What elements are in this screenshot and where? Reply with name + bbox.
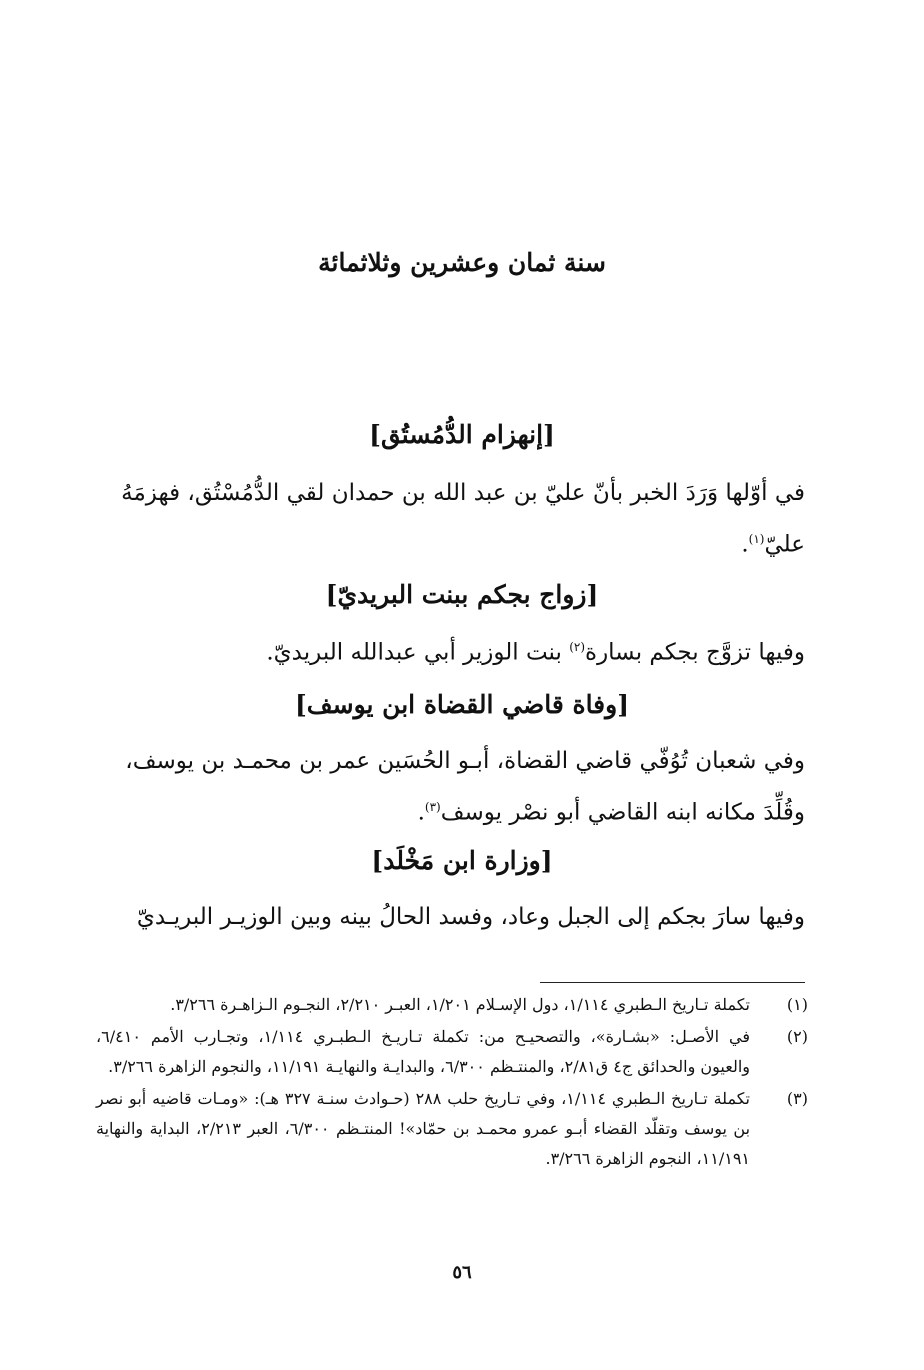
footnote-item (96, 1022, 808, 1082)
paragraph-text-end: . (741, 531, 749, 558)
paragraph-text: وفيها تزوَّج بجكم بسارة (585, 639, 805, 666)
section-paragraph (100, 738, 805, 836)
section-paragraph (100, 470, 805, 568)
footnote-ref: (١) (748, 532, 765, 546)
chapter-title: سنة ثمان وعشرين وثلاثمائة (318, 248, 606, 277)
footnote-number: (١) (786, 995, 808, 1014)
paragraph-text: في أوّلها وَرَدَ الخبر بأنّ عليّ بن عبد الله بن حمدان لقي الدُّمُسْتُق، فهزمَهُ عليّ (121, 480, 805, 558)
paragraph-text: وفي شعبان تُوُفّي قاضي القضاة، أبـو الحُسَين عمر بن محمـد بن يوسف، وقُلِّدَ مكانه ابنه القاضي أبو نصْر يوسف (125, 748, 805, 826)
footnote-item (96, 1084, 808, 1174)
section-heading: [وزارة ابن مَخْلَد] (371, 846, 553, 875)
page-number: ٥٦ (452, 1262, 472, 1283)
footnote-number: (٢) (786, 1027, 808, 1046)
section-heading: [زواج بجكم ببنت البريديّ] (325, 580, 599, 609)
footnote-text: في الأصـل: «بشـارة»، والتصحيـح من: تكملة تـاريـخ الـطبـري ١/١١٤، وتجـارب الأمم ٦/٤١٠، والعيون والحدائق ج٤ ق٢/٨١، والمنتـظم ٦/٣٠٠، والبدايـة والنهايـة ١١/١٩١، والنجوم الزاهرة ٣/٢٦٦. (96, 1027, 750, 1076)
paragraph-text-end: . (417, 799, 425, 826)
footnote-ref: (٢) (569, 640, 586, 654)
paragraph-text: وفيها سارَ بجكم إلى الجبل وعاد، وفسد الحالُ بينه وبين الوزيـر البريـديّ (136, 904, 805, 930)
footnote-item (96, 990, 808, 1020)
footnote-number: (٣) (786, 1089, 808, 1108)
footnote-divider (540, 982, 805, 983)
section-paragraph (100, 894, 805, 940)
section-heading: [وفاة قاضي القضاة ابن يوسف] (294, 690, 630, 719)
paragraph-text-end: بنت الوزير أبي عبدالله البريديّ. (266, 639, 570, 666)
footnote-text: تكملة تـاريخ الـطبري ١/١١٤، دول الإسـلام ١/٢٠١، العبـر ٢/٢١٠، النجـوم الـزاهـرة ٣/٢٦٦. (170, 995, 750, 1014)
section-heading: [إنهزام الدُّمُستُق] (369, 420, 555, 449)
section-paragraph (100, 624, 805, 676)
footnote-text: تكملة تـاريخ الـطبري ١/١١٤، وفي تـاريخ حلب ٢٨٨ (حـوادث سنـة ٣٢٧ هـ): «ومـات قاضيه أبو نصر بن يوسف وتقلّد القضاء أبـو عمرو محمـد بن حمّاد»! المنتـظم ٦/٣٠٠، العبر ٢/٢١٣، البداية والنهاية ١١/١٩١، النجوم الزاهرة ٣/٢٦٦. (96, 1089, 751, 1168)
footnote-ref: (٣) (424, 800, 441, 814)
footnotes (96, 990, 808, 1176)
